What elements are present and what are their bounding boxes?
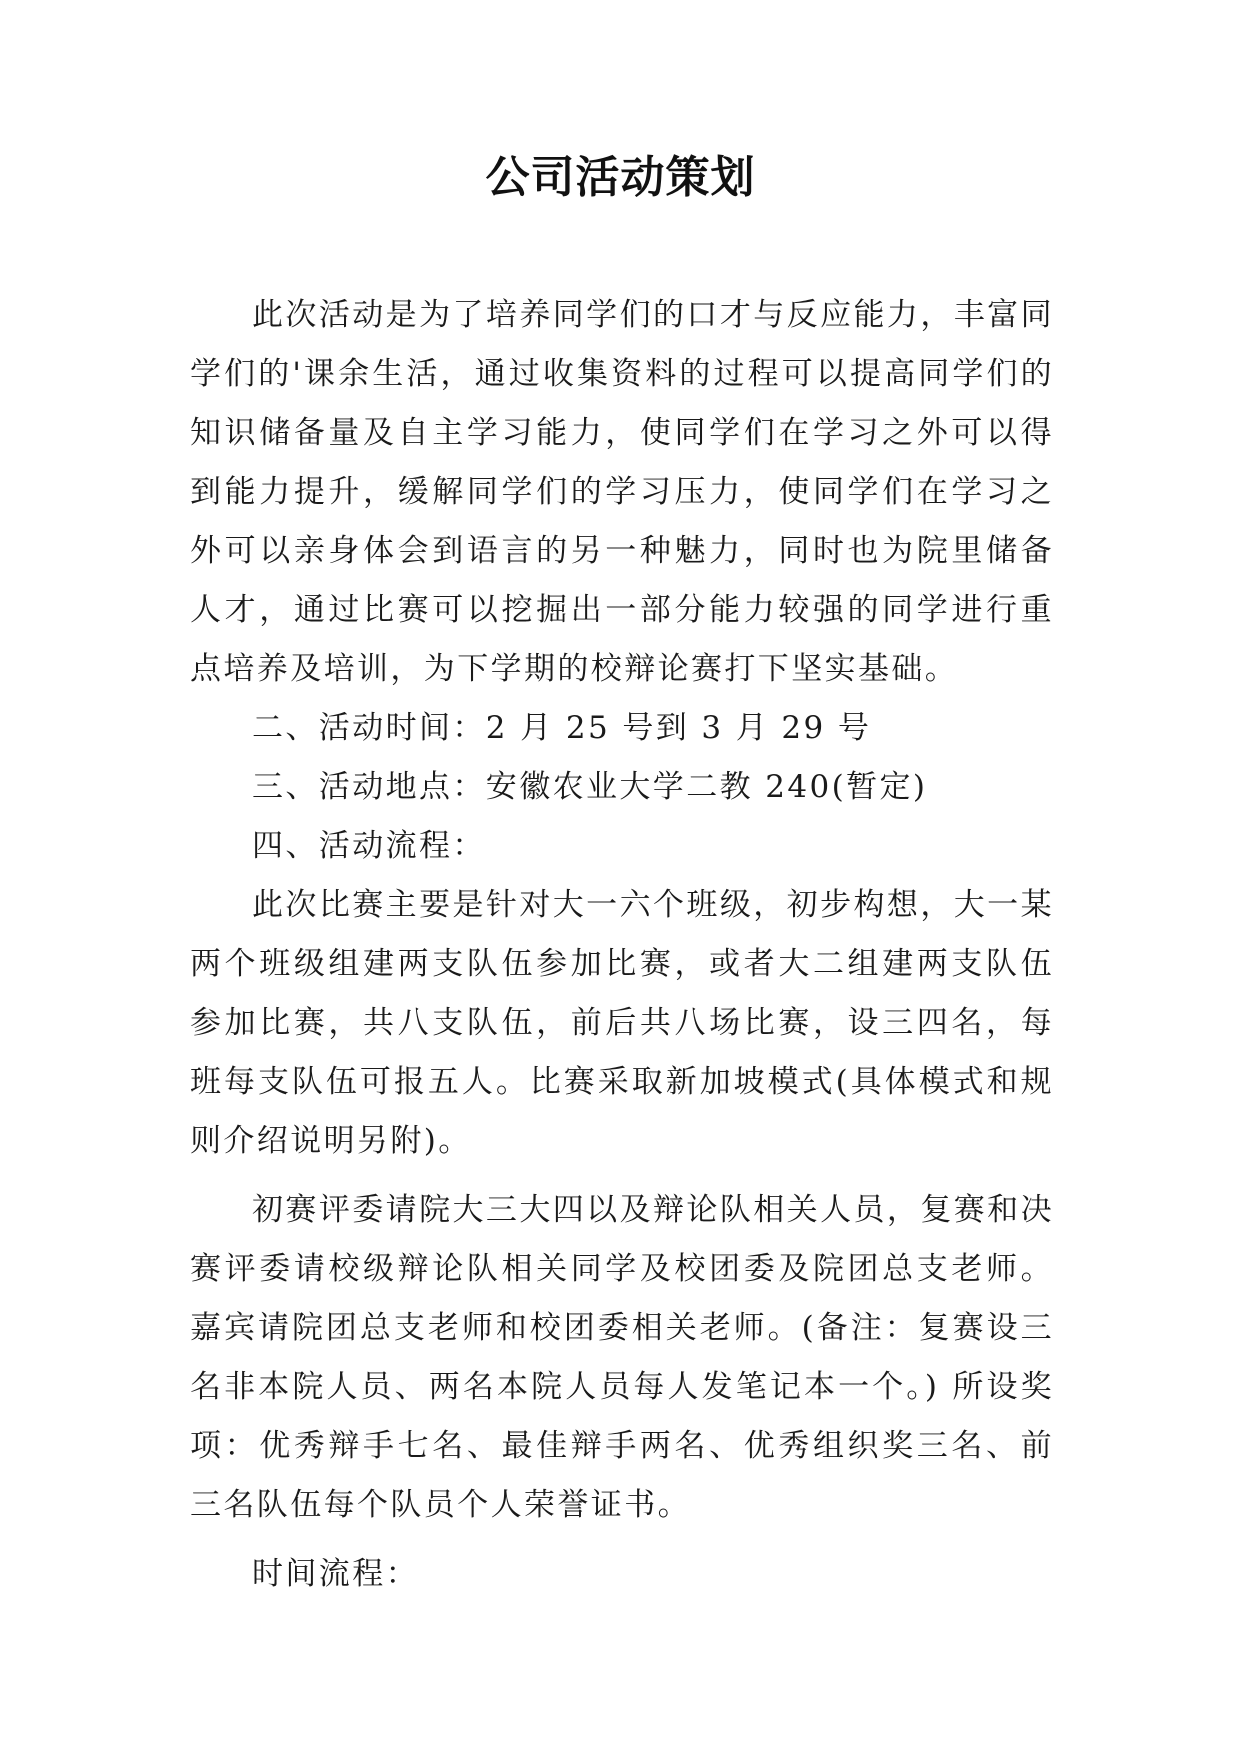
paragraph-schedule-heading: 时间流程： — [252, 1556, 419, 1592]
paragraph-activity-process-heading: 四、活动流程： — [252, 828, 486, 864]
paragraph-activity-location: 三、活动地点：安徽农业大学二教 240(暂定) — [252, 769, 928, 805]
document-title: 公司活动策划 — [485, 152, 756, 203]
document-body — [190, 286, 1054, 1604]
paragraph-purpose: 此次活动是为了培养同学们的口才与反应能力，丰富同学们的'课余生活，通过收集资料的过程可以提高同学们的知识储备量及自主学习能力，使同学们在学习之外可以得到能力提升，缓解同学们的学习压力，使同学们在学习之外可以亲身体会到语言的另一种魅力，同时也为院里储备人才，通过比赛可以挖掘出一部分能力较强的同学进行重点培养及培训，为下学期的校辩论赛打下坚实基础。 — [190, 297, 1054, 687]
paragraph-competition-format: 此次比赛主要是针对大一六个班级，初步构想，大一某两个班级组建两支队伍参加比赛，或者大二组建两支队伍参加比赛，共八支队伍，前后共八场比赛，设三四名，每班每支队伍可报五人。比赛采取新加坡模式(具体模式和规则介绍说明另附)。 — [190, 887, 1054, 1159]
paragraph-judges-awards: 初赛评委请院大三大四以及辩论队相关人员，复赛和决赛评委请校级辩论队相关同学及校团委及院团总支老师。嘉宾请院团总支老师和校团委相关老师。(备注：复赛设三名非本院人员、两名本院人员每人发笔记本一个。) 所设奖项：优秀辩手七名、最佳辩手两名、优秀组织奖三名、前三名队伍每个队员个人荣誉证书。 — [190, 1192, 1054, 1523]
paragraph-activity-time: 二、活动时间：2 月 25 号到 3 月 29 号 — [252, 710, 872, 746]
